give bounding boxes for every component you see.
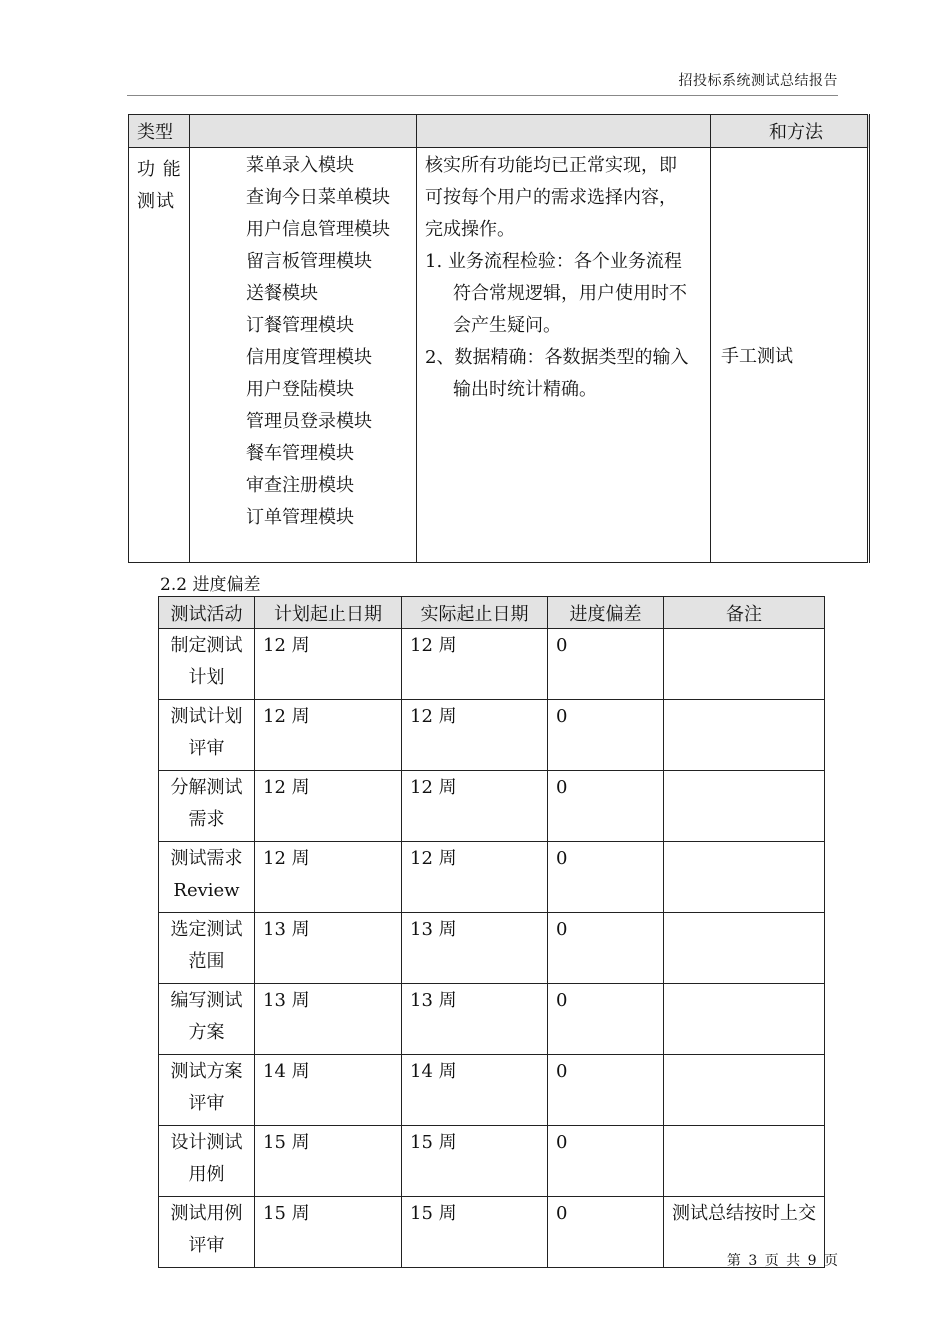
module-item: 订餐管理模块 (246, 315, 354, 336)
content-line: 符合常规逻辑，用户使用时不 (453, 283, 687, 304)
planned-cell: 12 周 (255, 700, 402, 771)
table-row (159, 700, 825, 771)
planned-cell: 12 周 (255, 842, 402, 913)
activity-cell (159, 629, 255, 700)
test-type-cell (129, 148, 190, 563)
table-row (159, 1197, 825, 1268)
activity-line: 需求 (188, 809, 225, 830)
table-row (159, 842, 825, 913)
test-type-table (128, 114, 870, 563)
activity-line: 用例 (188, 1164, 225, 1185)
activity-line: 范围 (188, 951, 225, 972)
test-method-cell: 手工测试 (711, 148, 869, 563)
planned-cell: 13 周 (255, 913, 402, 984)
deviation-cell: 0 (548, 1055, 664, 1126)
function-test-row (129, 148, 869, 563)
header-cell-method: 和方法 (711, 115, 869, 148)
test-type-line: 测试 (137, 191, 175, 212)
actual-cell: 15 周 (402, 1197, 548, 1268)
module-list (190, 148, 417, 563)
actual-cell: 14 周 (402, 1055, 548, 1126)
activity-line: 测试需求 (170, 848, 243, 869)
content-line: 1. 业务流程检验：各个业务流程 (425, 251, 682, 272)
module-item: 餐车管理模块 (246, 443, 354, 464)
note-cell (664, 842, 825, 913)
activity-cell (159, 984, 255, 1055)
deviation-cell: 0 (548, 842, 664, 913)
deviation-cell: 0 (548, 700, 664, 771)
module-item: 审查注册模块 (246, 475, 354, 496)
activity-line: 计划 (188, 667, 225, 688)
table-row (159, 629, 825, 700)
page-number: 第 3 页 共 9 页 (726, 1253, 838, 1269)
planned-cell: 15 周 (255, 1197, 402, 1268)
header-cell-note: 备注 (664, 597, 825, 629)
deviation-cell: 0 (548, 1197, 664, 1268)
content-line: 可按每个用户的需求选择内容， (425, 187, 677, 208)
activity-cell (159, 1126, 255, 1197)
deviation-cell: 0 (548, 984, 664, 1055)
note-cell (664, 771, 825, 842)
content-line: 2、数据精确：各数据类型的输入 (425, 347, 689, 368)
content-line: 会产生疑问。 (453, 315, 561, 336)
activity-line: 评审 (188, 738, 225, 759)
note-cell (664, 913, 825, 984)
schedule-table-body (159, 629, 825, 1268)
module-item: 送餐模块 (246, 283, 318, 304)
activity-cell (159, 1197, 255, 1268)
table-row (159, 1126, 825, 1197)
activity-line: 测试方案 (170, 1061, 243, 1082)
test-content-cell (417, 148, 711, 563)
header-cell-blank-2 (417, 115, 711, 148)
document-header-title: 招投标系统测试总结报告 (678, 73, 838, 89)
module-item: 查询今日菜单模块 (246, 187, 390, 208)
note-cell (664, 1126, 825, 1197)
schedule-table-header (159, 597, 825, 629)
module-item: 管理员登录模块 (246, 411, 372, 432)
actual-cell: 13 周 (402, 984, 548, 1055)
note-cell (664, 984, 825, 1055)
header-cell-planned: 计划起止日期 (255, 597, 402, 629)
note-cell (664, 1055, 825, 1126)
activity-cell (159, 1055, 255, 1126)
actual-cell: 13 周 (402, 913, 548, 984)
table-row (159, 984, 825, 1055)
activity-cell (159, 842, 255, 913)
table-row (159, 1055, 825, 1126)
activity-line: 测试用例 (170, 1203, 243, 1224)
actual-cell: 12 周 (402, 771, 548, 842)
header-cell-deviation: 进度偏差 (548, 597, 664, 629)
content-line: 完成操作。 (425, 219, 515, 240)
actual-cell: 12 周 (402, 700, 548, 771)
activity-line: 方案 (188, 1022, 225, 1043)
deviation-cell: 0 (548, 629, 664, 700)
header-cell-blank-1 (190, 115, 417, 148)
planned-cell: 15 周 (255, 1126, 402, 1197)
activity-line: 评审 (188, 1235, 225, 1256)
note-cell (664, 629, 825, 700)
module-item: 信用度管理模块 (246, 347, 372, 368)
content-line: 核实所有功能均已正常实现，即 (425, 155, 677, 176)
deviation-cell: 0 (548, 1126, 664, 1197)
header-cell-actual: 实际起止日期 (402, 597, 548, 629)
activity-cell (159, 771, 255, 842)
actual-cell: 15 周 (402, 1126, 548, 1197)
header-divider (127, 95, 838, 96)
note-cell (664, 700, 825, 771)
module-item: 留言板管理模块 (246, 251, 372, 272)
module-item: 菜单录入模块 (246, 155, 354, 176)
test-type-table-header (129, 115, 869, 148)
table-row (159, 771, 825, 842)
deviation-cell: 0 (548, 913, 664, 984)
activity-line: 设计测试 (170, 1132, 243, 1153)
activity-line: 制定测试 (170, 635, 243, 656)
note-cell: 测试总结按时上交 (664, 1197, 825, 1268)
activity-line: 评审 (188, 1093, 225, 1114)
activity-line: Review (173, 880, 240, 901)
schedule-deviation-table (158, 596, 825, 1268)
header-cell-activity: 测试活动 (159, 597, 255, 629)
module-item: 订单管理模块 (246, 507, 354, 528)
activity-line: 测试计划 (170, 706, 243, 727)
module-item: 用户登陆模块 (246, 379, 354, 400)
planned-cell: 12 周 (255, 629, 402, 700)
content-line: 输出时统计精确。 (453, 379, 597, 400)
planned-cell: 14 周 (255, 1055, 402, 1126)
activity-line: 分解测试 (170, 777, 243, 798)
section-title: 2.2 进度偏差 (160, 575, 261, 595)
planned-cell: 12 周 (255, 771, 402, 842)
deviation-cell: 0 (548, 771, 664, 842)
actual-cell: 12 周 (402, 629, 548, 700)
test-type-line: 功 能 (137, 159, 182, 180)
activity-cell (159, 913, 255, 984)
activity-cell (159, 700, 255, 771)
header-cell-type: 类型 (129, 115, 190, 148)
actual-cell: 12 周 (402, 842, 548, 913)
activity-line: 编写测试 (170, 990, 243, 1011)
table-row (159, 913, 825, 984)
activity-line: 选定测试 (170, 919, 243, 940)
module-item: 用户信息管理模块 (246, 219, 390, 240)
planned-cell: 13 周 (255, 984, 402, 1055)
